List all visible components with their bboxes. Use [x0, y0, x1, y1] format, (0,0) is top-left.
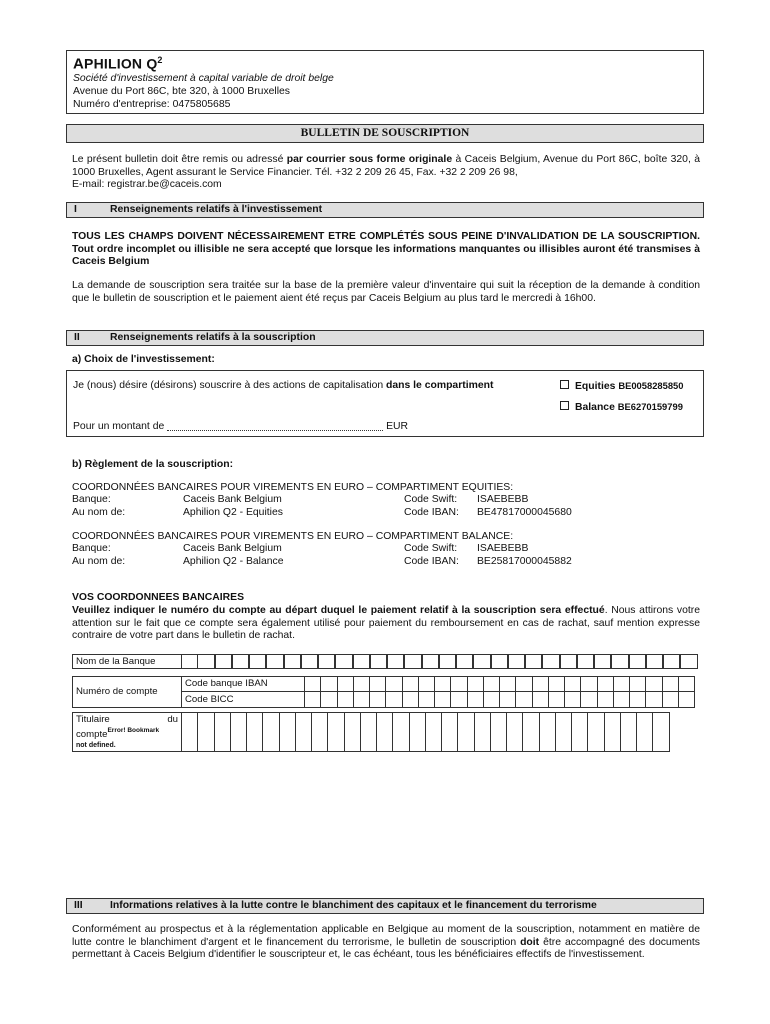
- section-1-header: I Renseignements relatifs à l'investissement: [66, 202, 704, 218]
- holder-cell[interactable]: [441, 712, 458, 752]
- company-address: Avenue du Port 86C, bte 320, à 1000 Bruxelles: [73, 86, 291, 97]
- iban-cell[interactable]: [645, 676, 662, 692]
- vos-paragraph: Veuillez indiquer le numéro du compte au départ duquel le paiement relatif à la souscription sera effectué. Nous attirons votre attention sur le fait que ce compte sera également utilisé pour paiement du remboursement en cas de rachat, sauf mention expresse contraire de votre part dans le bulletin de rachat.: [72, 605, 700, 642]
- iban-cell[interactable]: [320, 676, 337, 692]
- balance-name-value: Aphilion Q2 - Balance: [183, 556, 284, 567]
- equities-bank-label: Banque:: [72, 494, 111, 505]
- bicc-cell[interactable]: [369, 691, 386, 708]
- bank-name-cell[interactable]: [680, 654, 697, 669]
- title-bar: [66, 124, 704, 143]
- iban-cell[interactable]: [467, 676, 484, 692]
- bank-name-cell[interactable]: [646, 654, 663, 669]
- bicc-cell[interactable]: [467, 691, 484, 708]
- vos-heading: VOS COORDONNEES BANCAIRES: [72, 592, 245, 603]
- holder-cell[interactable]: [522, 712, 539, 752]
- brand-name: APHILION $Q^2$: [73, 55, 163, 73]
- equities-name-value: Aphilion Q2 - Equities: [183, 507, 283, 518]
- balance-name-label: Au nom de:: [72, 556, 126, 567]
- bicc-cell[interactable]: [678, 691, 695, 708]
- company-number: Numéro d'entreprise: 0475805685: [73, 99, 231, 110]
- holder-cell[interactable]: [506, 712, 523, 752]
- settlement-label: b) Règlement de la souscription:: [72, 459, 234, 470]
- holder-cell[interactable]: [604, 712, 621, 752]
- holder-cell[interactable]: [230, 712, 247, 752]
- desire-text: Je (nous) désire (désirons) souscrire à des actions de capitalisation dans le compartiment: [73, 380, 494, 391]
- iban-cell[interactable]: [402, 676, 419, 692]
- iban-cell[interactable]: [418, 676, 435, 692]
- page-title: BULLETIN DE SOUSCRIPTION: [300, 127, 470, 139]
- holder-cell[interactable]: [409, 712, 426, 752]
- account-holder-label: Titulaire du compte$^{Error! Bookmark}$ not defined.: [72, 712, 182, 752]
- option-balance[interactable]: Balance BE6270159799: [560, 401, 683, 415]
- holder-cell[interactable]: [295, 712, 312, 752]
- section-2-header: II Renseignements relatifs à la souscription: [66, 330, 704, 346]
- iban-cell[interactable]: [548, 676, 565, 692]
- holder-cell[interactable]: [214, 712, 231, 752]
- choice-label: a) Choix de l'investissement:: [72, 354, 215, 365]
- bicc-cell[interactable]: [515, 691, 532, 708]
- balance-swift-label: Code Swift:: [404, 543, 458, 554]
- bicc-cell[interactable]: [499, 691, 516, 708]
- bank-name-cell[interactable]: [197, 654, 214, 669]
- equities-heading: COORDONNÉES BANCAIRES POUR VIREMENTS EN EURO – COMPARTIMENT EQUITIES:: [72, 482, 514, 493]
- bicc-cell[interactable]: [353, 691, 370, 708]
- amount-field[interactable]: [167, 421, 383, 431]
- section-1-warning: TOUS LES CHAMPS DOIVENT NÉCESSAIREMENT ETRE COMPLÉTÉS SOUS PEINE D'INVALIDATION DE LA SOUSCRIPTION. Tout ordre incomplet ou illisible ne sera accepté que lorsque les informations manquantes ou illisibles auront été transmises à Caceis Belgium: [72, 231, 700, 268]
- bank-name-cell[interactable]: [594, 654, 611, 669]
- bank-name-cell[interactable]: [318, 654, 335, 669]
- holder-cell[interactable]: [376, 712, 393, 752]
- balance-bank-label: Banque:: [72, 543, 111, 554]
- holder-cell[interactable]: [652, 712, 669, 752]
- equities-iban-label: Code IBAN:: [404, 507, 459, 518]
- bicc-cell[interactable]: [629, 691, 646, 708]
- section-3-header: III Informations relatives à la lutte contre le blanchiment des capitaux et le financement du terrorisme: [66, 898, 704, 914]
- equities-checkbox[interactable]: [560, 380, 569, 389]
- bicc-cell[interactable]: [564, 691, 581, 708]
- iban-cell[interactable]: [450, 676, 467, 692]
- iban-cell[interactable]: [337, 676, 354, 692]
- equities-swift-label: Code Swift:: [404, 494, 458, 505]
- bicc-cell[interactable]: [483, 691, 500, 708]
- holder-cell[interactable]: [392, 712, 409, 752]
- iban-code-label: Code banque IBAN: [181, 676, 305, 692]
- iban-cell[interactable]: [304, 676, 321, 692]
- iban-cell[interactable]: [564, 676, 581, 692]
- holder-cell[interactable]: [344, 712, 361, 752]
- holder-cell[interactable]: [620, 712, 637, 752]
- holder-cell[interactable]: [474, 712, 491, 752]
- account-number-label: Numéro de compte: [72, 676, 182, 708]
- bank-name-cell[interactable]: [508, 654, 525, 669]
- bank-name-cell[interactable]: [560, 654, 577, 669]
- equities-bank-value: Caceis Bank Belgium: [183, 494, 282, 505]
- header-box: [66, 50, 704, 114]
- bicc-cell[interactable]: [613, 691, 630, 708]
- balance-bank-value: Caceis Bank Belgium: [183, 543, 282, 554]
- investment-choice-box: [66, 370, 704, 437]
- bank-name-cell[interactable]: [577, 654, 594, 669]
- iban-cell[interactable]: [597, 676, 614, 692]
- equities-swift-value: ISAEBEBB: [477, 494, 529, 505]
- iban-cell[interactable]: [629, 676, 646, 692]
- bank-name-cell[interactable]: [663, 654, 680, 669]
- holder-cell[interactable]: [555, 712, 572, 752]
- bicc-cell[interactable]: [304, 691, 321, 708]
- holder-cell[interactable]: [457, 712, 474, 752]
- bank-name-cell[interactable]: [353, 654, 370, 669]
- bicc-cell[interactable]: [662, 691, 679, 708]
- bank-name-cell[interactable]: [542, 654, 559, 669]
- bank-name-cell[interactable]: [284, 654, 301, 669]
- iban-cell[interactable]: [353, 676, 370, 692]
- bank-name-cell[interactable]: [232, 654, 249, 669]
- balance-iban-value: BE25817000045882: [477, 556, 572, 567]
- balance-swift-value: ISAEBEBB: [477, 543, 529, 554]
- balance-checkbox[interactable]: [560, 401, 569, 410]
- balance-iban-label: Code IBAN:: [404, 556, 459, 567]
- bicc-cell[interactable]: [385, 691, 402, 708]
- iban-cell[interactable]: [369, 676, 386, 692]
- holder-cell[interactable]: [246, 712, 263, 752]
- bank-name-label: Nom de la Banque: [72, 654, 182, 669]
- bank-name-cell[interactable]: [439, 654, 456, 669]
- bank-name-cell[interactable]: [473, 654, 490, 669]
- bank-name-cell[interactable]: [266, 654, 283, 669]
- bicc-cell[interactable]: [548, 691, 565, 708]
- bank-name-cell[interactable]: [249, 654, 266, 669]
- bicc-cell[interactable]: [450, 691, 467, 708]
- equities-name-label: Au nom de:: [72, 507, 126, 518]
- holder-cell[interactable]: [571, 712, 588, 752]
- bank-name-cell[interactable]: [301, 654, 318, 669]
- holder-cell[interactable]: [327, 712, 344, 752]
- bank-name-cell[interactable]: [456, 654, 473, 669]
- bank-name-cell[interactable]: [387, 654, 404, 669]
- iban-cell[interactable]: [434, 676, 451, 692]
- holder-cell[interactable]: [197, 712, 214, 752]
- iban-cell[interactable]: [483, 676, 500, 692]
- holder-cell[interactable]: [539, 712, 556, 752]
- bicc-cell[interactable]: [580, 691, 597, 708]
- holder-cell[interactable]: [490, 712, 507, 752]
- bicc-cell[interactable]: [597, 691, 614, 708]
- option-equities[interactable]: Equities BE0058285850: [560, 380, 683, 394]
- iban-cell[interactable]: [678, 676, 695, 692]
- account-grid: [72, 654, 698, 752]
- bicc-cell[interactable]: [320, 691, 337, 708]
- bicc-cell[interactable]: [645, 691, 662, 708]
- section-3-text: Conformément au prospectus et à la réglementation applicable en Belgique au moment de la souscription, notamment en matière de lutte contre le blanchiment d'argent et le financement du terrorisme, le bulletin de souscription doit être accompagné des documents permettant à Caceis Belgium d'identifier le souscripteur et, le cas échéant, tous les bénéficiaires effectifs de l'investissement.: [72, 924, 701, 961]
- intro-paragraph: Le présent bulletin doit être remis ou adressé par courrier sous forme originale à Caceis Belgium, Avenue du Port 86C, boîte 320, à 1000 Bruxelles, Agent assurant le Service Financier. Tél. +32 2 209 26 45, Fax. +32 2 209 26 98, E-mail: registrar.be@caceis.com: [72, 154, 700, 191]
- bicc-cell[interactable]: [532, 691, 549, 708]
- iban-cell[interactable]: [515, 676, 532, 692]
- bank-name-cell[interactable]: [370, 654, 387, 669]
- iban-cell[interactable]: [613, 676, 630, 692]
- holder-cell[interactable]: [636, 712, 653, 752]
- iban-cell[interactable]: [385, 676, 402, 692]
- bicc-cell[interactable]: [434, 691, 451, 708]
- bicc-code-label: Code BICC: [181, 691, 305, 708]
- bank-name-cell[interactable]: [629, 654, 646, 669]
- iban-cell[interactable]: [532, 676, 549, 692]
- balance-heading: COORDONNÉES BANCAIRES POUR VIREMENTS EN EURO – COMPARTIMENT BALANCE:: [72, 531, 514, 542]
- bank-name-cell[interactable]: [491, 654, 508, 669]
- holder-cell[interactable]: [360, 712, 377, 752]
- amount-line: Pour un montant de EUR: [73, 421, 409, 432]
- bicc-cell[interactable]: [337, 691, 354, 708]
- bank-name-cell[interactable]: [404, 654, 421, 669]
- company-subtitle: Société d'investissement à capital variable de droit belge: [73, 73, 334, 84]
- bicc-cell[interactable]: [418, 691, 435, 708]
- section-1-text: La demande de souscription sera traitée sur la base de la première valeur d'inventaire qui suit la réception de la demande à condition que le bulletin de souscription et le paiement aient été reçus par Caceis Belgium au plus tard le mercredi à 16h00.: [72, 280, 700, 304]
- holder-cell[interactable]: [425, 712, 442, 752]
- iban-cell[interactable]: [662, 676, 679, 692]
- holder-cell[interactable]: [587, 712, 604, 752]
- equities-iban-value: BE47817000045680: [477, 507, 572, 518]
- holder-cell[interactable]: [181, 712, 198, 752]
- bank-name-cell[interactable]: [181, 654, 198, 669]
- bank-name-cell[interactable]: [611, 654, 628, 669]
- holder-cell[interactable]: [279, 712, 296, 752]
- iban-cell[interactable]: [499, 676, 516, 692]
- bicc-cell[interactable]: [402, 691, 419, 708]
- holder-cell[interactable]: [262, 712, 279, 752]
- bank-name-cell[interactable]: [215, 654, 232, 669]
- holder-cell[interactable]: [311, 712, 328, 752]
- bank-name-cell[interactable]: [525, 654, 542, 669]
- iban-cell[interactable]: [580, 676, 597, 692]
- bank-name-cell[interactable]: [335, 654, 352, 669]
- bank-name-cell[interactable]: [422, 654, 439, 669]
